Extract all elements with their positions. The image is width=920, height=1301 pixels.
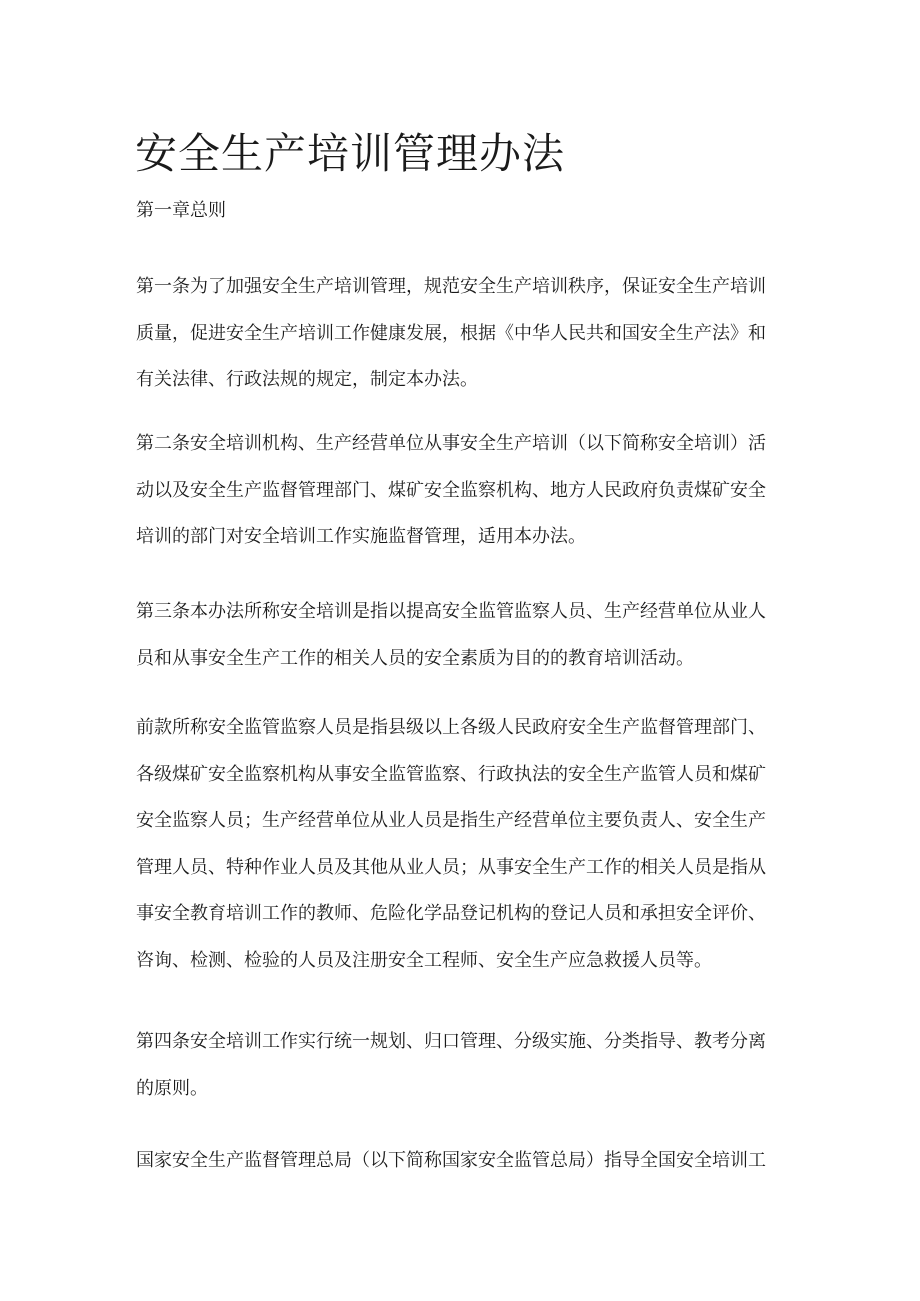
paragraph-line: 各级煤矿安全监察机构从事安全监管监察、行政执法的安全生产监管人员和煤矿 [136, 763, 766, 785]
article-3-paragraph [136, 589, 786, 682]
article-2-paragraph [136, 421, 786, 561]
document-title: 安全生产培训管理办法 [135, 129, 566, 178]
article-1-paragraph [136, 264, 786, 404]
chapter-heading: 第一章总则 [136, 200, 226, 221]
paragraph-line: 的原则。 [136, 1077, 208, 1099]
article-3-definition-paragraph [136, 705, 786, 984]
national-administration-paragraph [136, 1138, 786, 1185]
paragraph-line: 咨询、检测、检验的人员及注册安全工程师、安全生产应急救援人员等。 [136, 949, 712, 971]
paragraph-line: 国家安全生产监督管理总局（以下简称国家安全监管总局）指导全国安全培训工 [136, 1150, 766, 1171]
paragraph-line: 第三条本办法所称安全培训是指以提高安全监管监察人员、生产经营单位从业人 [136, 601, 766, 622]
paragraph-line: 动以及安全生产监督管理部门、煤矿安全监察机构、地方人民政府负责煤矿安全 [136, 479, 766, 501]
paragraph-line: 事安全教育培训工作的教师、危险化学品登记机构的登记人员和承担安全评价、 [136, 903, 766, 924]
paragraph-line: 质量，促进安全生产培训工作健康发展，根据《中华人民共和国安全生产法》和 [136, 322, 766, 344]
paragraph-line: 第四条安全培训工作实行统一规划、归口管理、分级实施、分类指导、教考分离 [136, 1031, 766, 1052]
paragraph-line: 培训的部门对安全培训工作实施监督管理，适用本办法。 [136, 526, 586, 547]
paragraph-line: 管理人员、特种作业人员及其他从业人员；从事安全生产工作的相关人员是指从 [136, 856, 766, 878]
paragraph-line: 员和从事安全生产工作的相关人员的安全素质为目的的教育培训活动。 [136, 647, 694, 669]
paragraph-line: 前款所称安全监管监察人员是指县级以上各级人民政府安全生产监督管理部门、 [136, 717, 766, 738]
article-4-paragraph [136, 1019, 786, 1112]
paragraph-line: 第二条安全培训机构、生产经营单位从事安全生产培训（以下简称安全培训）活 [136, 433, 766, 454]
paragraph-line: 第一条为了加强安全生产培训管理，规范安全生产培训秩序，保证安全生产培训 [136, 276, 766, 297]
paragraph-line: 安全监察人员；生产经营单位从业人员是指生产经营单位主要负责人、安全生产 [136, 810, 766, 831]
paragraph-line: 有关法律、行政法规的规定，制定本办法。 [136, 369, 478, 390]
